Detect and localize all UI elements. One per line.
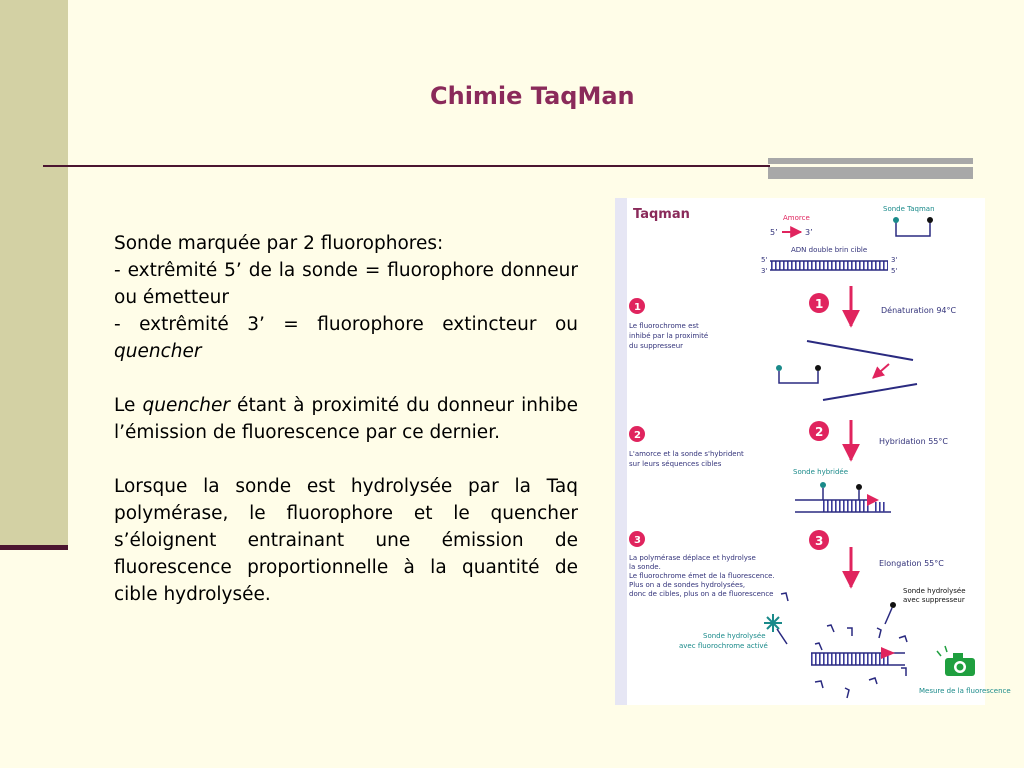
sonde-supp-label-1: Sonde hydrolysée <box>903 587 966 595</box>
sonde-fluo-label-1: Sonde hydrolysée <box>703 632 766 640</box>
step3-desc-5: donc de cibles, plus on a de fluorescence <box>629 590 774 598</box>
quencher-para-start: Le <box>114 395 143 416</box>
step1-desc-2: inhibé par la proximité <box>629 332 709 340</box>
amorce-5prime: 5’ <box>770 228 778 237</box>
step1-desc-1: Le fluorochrome est <box>629 322 699 330</box>
step1-num: 1 <box>815 297 824 311</box>
quencher-paragraph <box>114 392 578 446</box>
step3-label: Elongation 55°C <box>879 559 944 568</box>
step3-desc-2: la sonde. <box>629 563 661 571</box>
probe-legend-shape <box>896 222 930 236</box>
adn-5prime-left: 5' <box>761 256 768 264</box>
step3-desc-1: La polymérase déplace et hydrolyse <box>629 554 756 562</box>
probe-intro: Sonde marquée par 2 fluorophores: <box>114 233 444 254</box>
step2-num-left: 2 <box>634 430 641 441</box>
step1-label: Dénaturation 94°C <box>881 306 957 315</box>
sonde-supp-label-2: avec suppresseur <box>903 596 965 604</box>
left-decorative-bar <box>0 545 68 550</box>
three-prime-text: - extrêmité 3’ = fluorophore extincteur ou <box>114 314 578 335</box>
quencher-dot <box>927 217 933 223</box>
step3-num-left: 3 <box>634 535 641 546</box>
quencher-term-2: quencher <box>142 395 230 416</box>
sonde-hybridee-label: Sonde hybridée <box>793 468 849 476</box>
step3-num: 3 <box>815 534 824 548</box>
taqman-diagram <box>615 198 1011 705</box>
fluorophore-dot <box>893 217 899 223</box>
three-prime-description <box>114 311 578 365</box>
sonde-taqman-label: Sonde Taqman <box>883 205 935 213</box>
divider-accent-bottom <box>768 167 973 179</box>
step1-desc-3: du suppresseur <box>629 342 684 350</box>
step2-num: 2 <box>815 425 824 439</box>
left-decorative-band <box>0 0 68 545</box>
amorce-3prime: 3’ <box>805 228 813 237</box>
step2-desc-1: L'amorce et la sonde s'hybrident <box>629 450 744 458</box>
camera-icon <box>937 646 975 676</box>
step2-desc-2: sur leurs séquences cibles <box>629 460 722 468</box>
five-prime-description: - extrêmité 5’ de la sonde = fluorophore donneur ou émetteur <box>114 260 578 308</box>
quencher-term: quencher <box>114 341 202 362</box>
adn-3prime-left: 3' <box>761 267 768 275</box>
figure-title: Taqman <box>633 207 690 222</box>
title-divider <box>43 165 770 167</box>
adn-3prime-right: 3' <box>891 256 898 264</box>
step1-num-left: 1 <box>634 302 641 313</box>
slide-body <box>114 230 578 608</box>
activated-fluorophore-star <box>764 614 782 632</box>
divider-accent-top <box>768 158 973 164</box>
sonde-fluo-label-2: avec fluorochrome activé <box>679 642 768 650</box>
dna-ladder <box>770 261 888 270</box>
step2-label: Hybridation 55°C <box>879 437 948 446</box>
step3-desc-3: Le fluorochrome émet de la fluorescence. <box>629 572 775 580</box>
adn-5prime-right: 5' <box>891 267 898 275</box>
amorce-label: Amorce <box>783 214 810 222</box>
mesure-label: Mesure de la fluorescence <box>919 687 1011 695</box>
quencher-para-rest: étant à proximité du donneur inhibe l’émission de fluorescence par ce dernier. <box>114 395 579 443</box>
step3-desc-4: Plus on a de sondes hydrolysées, <box>629 581 746 589</box>
slide-title: Chimie TaqMan <box>430 82 635 110</box>
hydrolysis-paragraph: Lorsque la sonde est hydrolysée par la Taq polymérase, le fluorophore et le quencher s’éloignent entrainant une émission de fluorescence proportionnelle à la quantité de cible hydrolysée. <box>114 476 578 605</box>
adn-label: ADN double brin cible <box>791 246 868 254</box>
taqman-figure <box>615 198 1011 705</box>
